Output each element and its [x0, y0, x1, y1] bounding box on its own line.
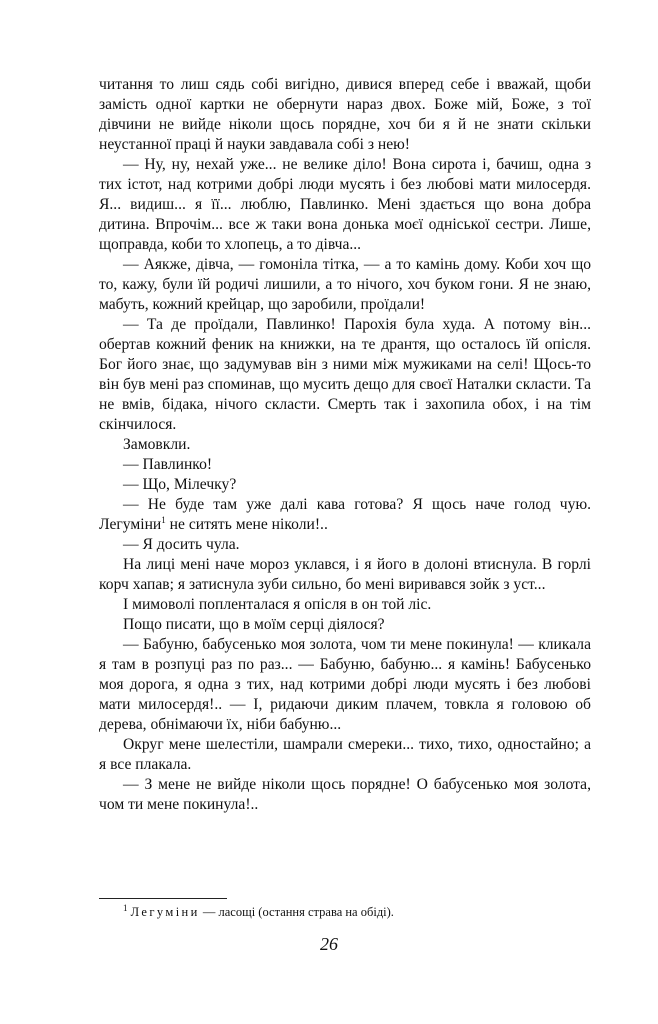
footnote	[99, 904, 591, 920]
footnote-marker: 1	[123, 902, 128, 913]
footnote-reference: 1	[161, 514, 166, 525]
paragraph: — З мене не вийде ніколи щось порядне! О бабусенько моя золота, чом ти мене покинула!..	[99, 776, 591, 813]
paragraph: — Та де проїдали, Павлинко! Парохія була худа. А потому він... обертав кожний феник на книжки, на те дрантя, що осталось їй опісля. Бог його знає, що задумував він з ними між мужиками на селі! Щось-то він був мені раз споминав, що мусить дещо для своєї Наталки скласти. Та не вмів, бідака, нічого скласти. Смерть так і захопила обох, і на тім скінчилося.	[99, 316, 591, 433]
paragraph: — Павлинко!	[123, 456, 213, 473]
paragraph-text: — Не буде там уже далі кава готова? Я щось наче голод чую. Легуміни	[99, 496, 591, 533]
paragraph: — Бабуню, бабусенько моя золота, чом ти мене покинула! — кликала я там в розпуці раз по раз... — Бабуню, бабуню... я камінь! Бабусенько моя дорога, я одна з тих, над котрими добрі люди мусять і без любові мати милосердя!.. — І, ридаючи диким плачем, товкла я головою об дерева, обнімаючи їх, ніби бабуню...	[99, 636, 591, 733]
paragraph: Замовкли.	[123, 436, 191, 453]
paragraph: Пощо писати, що в моїм серці діялося?	[123, 616, 385, 633]
paragraph: — Я досить чула.	[123, 536, 240, 553]
footnote-divider	[99, 898, 227, 899]
paragraph: На лиці мені наче мороз уклався, і я його в долоні втиснула. В горлі корч хапав; я затиснула зуби сильно, бо мені виривався зойк з уст...	[99, 556, 591, 593]
footnote-term: Легуміни	[130, 905, 200, 919]
paragraph: — Що, Мілечку?	[123, 476, 237, 493]
page-number: 26	[320, 934, 338, 954]
paragraph: — Ну, ну, нехай уже... не велике діло! Вона сирота і, бачиш, одна з тих істот, над котрими добрі люди мусять і без любові мати милосердя. Я... видиш... я її... люблю, Павлинко. Мені здається що вона добра дитина. Впрочім... все ж таки вона донька моєї однiської сестри. Лише, щоправда, коби то хлопець, а то дівча...	[99, 156, 591, 253]
paragraph-with-footnote	[99, 495, 591, 535]
paragraph: І мимоволі попленталася я опісля в он той ліс.	[123, 596, 432, 613]
paragraph: — Аякже, дівча, — гомоніла тітка, — а то камінь дому. Коби хоч що то, кажу, були їй родичі лишили, а то нічого, хоч буком гони. Я не знаю, мабуть, кожний крейцар, що заробили, проїдали!	[99, 256, 591, 313]
paragraph: читання то лиш сядь собі вигідно, дивися вперед себе і вважай, щоби замість одної картки не обернути нараз двох. Боже мій, Боже, з тої дівчини не вийде ніколи щось порядне, хоч би я й не знати скільки неустанної праці й науки завдавала собі з нею!	[99, 76, 591, 153]
main-text	[99, 75, 591, 815]
footnote-text: — ласощі (остання страва на обіді).	[199, 905, 394, 919]
paragraph-text-tail: не ситять мене ніколи!..	[165, 516, 328, 533]
paragraph: Округ мене шелестіли, шамрали смереки... тихо, тихо, одностайно; а я все плакала.	[99, 736, 591, 773]
